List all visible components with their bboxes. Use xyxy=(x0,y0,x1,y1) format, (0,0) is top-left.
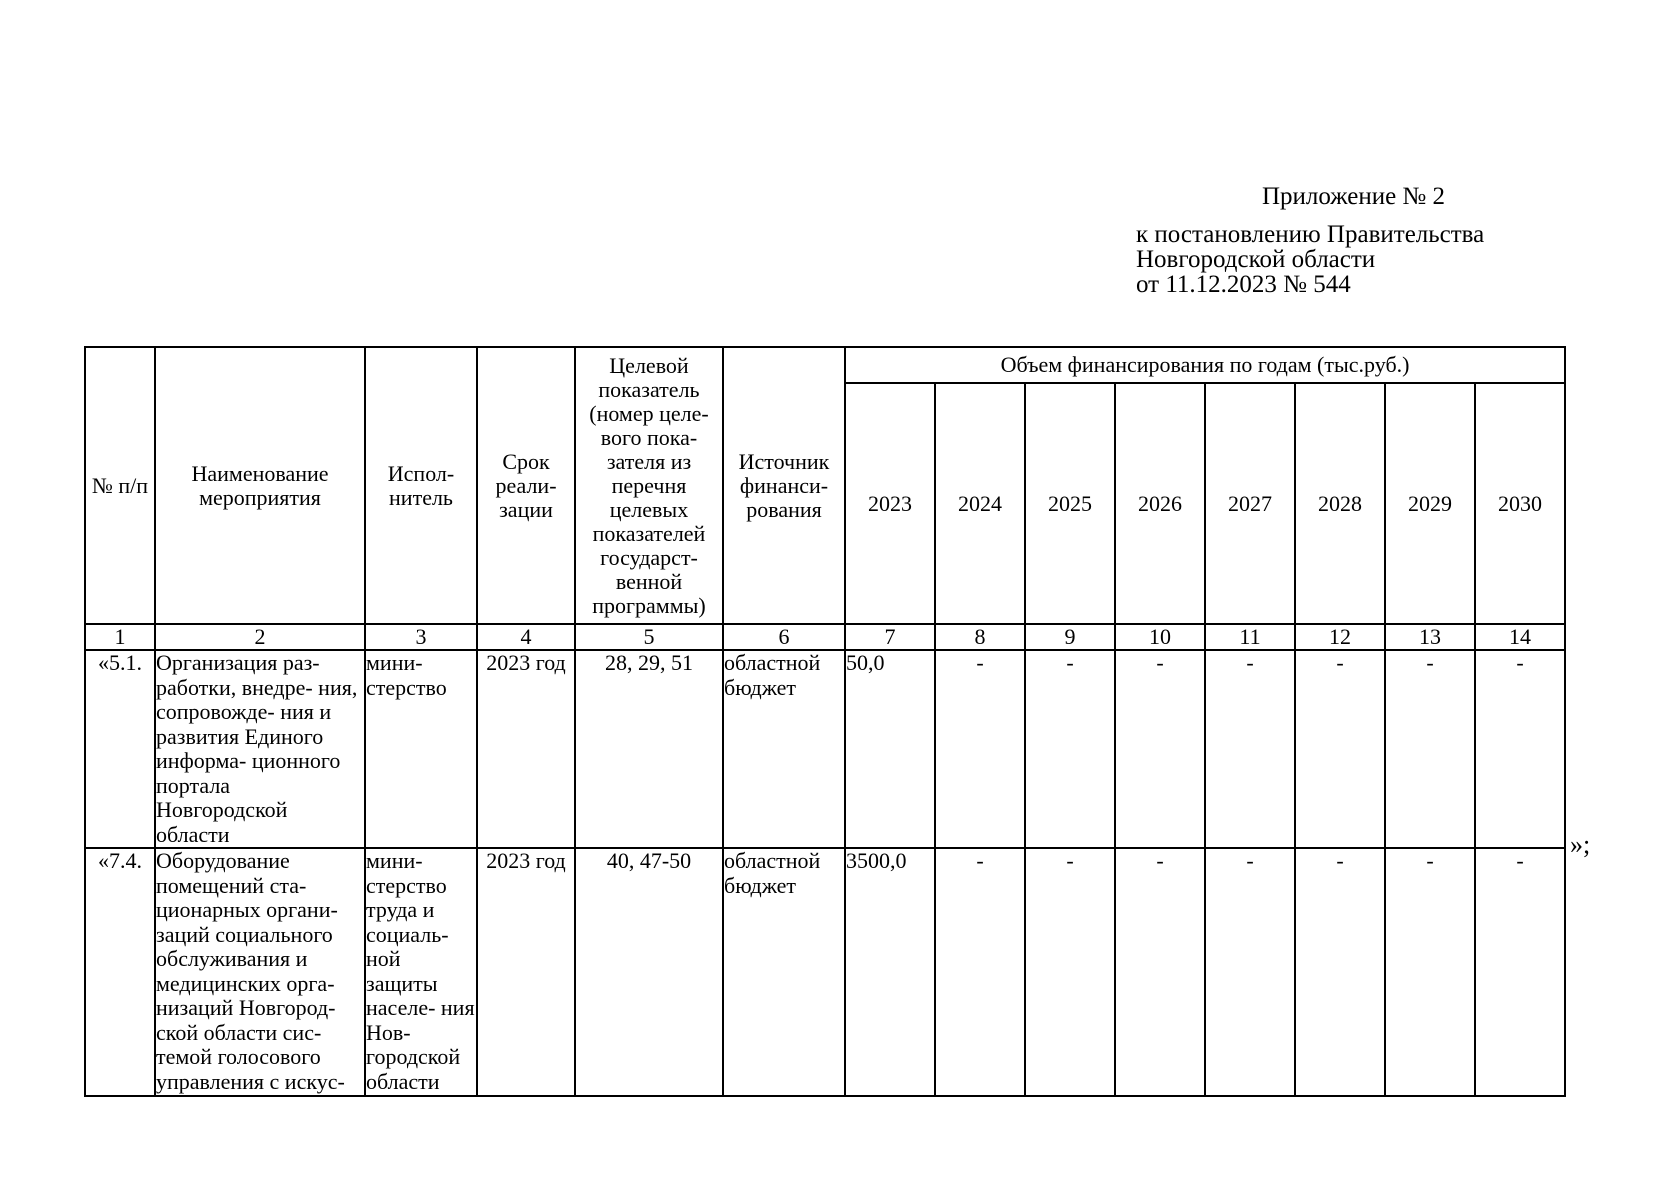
executor: мини- стерство xyxy=(365,650,477,848)
resolution-line: Новгородской области xyxy=(1136,246,1376,273)
amount-2024: - xyxy=(935,848,1025,1096)
header-term: Срок реали- зации xyxy=(477,347,575,624)
column-number: 12 xyxy=(1295,624,1385,650)
header-year: 2030 xyxy=(1475,383,1565,624)
column-number: 4 xyxy=(477,624,575,650)
column-number: 14 xyxy=(1475,624,1565,650)
amount-2028: - xyxy=(1295,848,1385,1096)
appendix-title: Приложение № 2 xyxy=(1262,183,1446,210)
amount-2026: - xyxy=(1115,848,1205,1096)
target-indicator: 28, 29, 51 xyxy=(575,650,723,848)
activities-table xyxy=(84,346,1566,1097)
header-target: Целевой показатель (номер целе- вого пока- зателя из перечня целевых показателей государст- венной программы) xyxy=(575,347,723,624)
column-number: 3 xyxy=(365,624,477,650)
amount-2030: - xyxy=(1475,650,1565,848)
amount-2023: 50,0 xyxy=(845,650,935,848)
column-number: 10 xyxy=(1115,624,1205,650)
resolution-line: от 11.12.2023 № 544 xyxy=(1136,271,1351,298)
column-number: 2 xyxy=(155,624,365,650)
column-number: 1 xyxy=(85,624,155,650)
column-number: 5 xyxy=(575,624,723,650)
column-number: 6 xyxy=(723,624,845,650)
activity-name: Организация раз- работки, внедре- ния, сопровожде- ния и развития Единого информа- ционного портала Новгородской области xyxy=(155,650,365,848)
amount-2029: - xyxy=(1385,848,1475,1096)
funding-source: областной бюджет xyxy=(723,848,845,1096)
target-indicator: 40, 47-50 xyxy=(575,848,723,1096)
amount-2027: - xyxy=(1205,650,1295,848)
column-number: 11 xyxy=(1205,624,1295,650)
activity-name: Оборудование помещений ста- ционарных органи- заций социального обслуживания и медицинских орга- низаций Новгород- ской области сис- темой голосового управления с искус- xyxy=(155,848,365,1096)
amount-2024: - xyxy=(935,650,1025,848)
amount-2027: - xyxy=(1205,848,1295,1096)
table-row xyxy=(85,650,1565,848)
row-number: «5.1. xyxy=(85,650,155,848)
column-number: 8 xyxy=(935,624,1025,650)
closing-quote-mark: »; xyxy=(1570,830,1591,859)
header-year: 2029 xyxy=(1385,383,1475,624)
amount-2026: - xyxy=(1115,650,1205,848)
funding-source: областной бюджет xyxy=(723,650,845,848)
column-number: 7 xyxy=(845,624,935,650)
header-year: 2024 xyxy=(935,383,1025,624)
header-year: 2026 xyxy=(1115,383,1205,624)
column-number: 13 xyxy=(1385,624,1475,650)
amount-2023: 3500,0 xyxy=(845,848,935,1096)
header-year: 2023 xyxy=(845,383,935,624)
header-source: Источник финанси- рования xyxy=(723,347,845,624)
term: 2023 год xyxy=(477,650,575,848)
header-year: 2025 xyxy=(1025,383,1115,624)
executor: мини- стерство труда и социаль- ной защиты населе- ния Нов- городской области xyxy=(365,848,477,1096)
term: 2023 год xyxy=(477,848,575,1096)
table-row xyxy=(85,848,1565,1096)
header-executor: Испол- нитель xyxy=(365,347,477,624)
amount-2025: - xyxy=(1025,848,1115,1096)
amount-2025: - xyxy=(1025,650,1115,848)
header-year: 2027 xyxy=(1205,383,1295,624)
column-number: 9 xyxy=(1025,624,1115,650)
header-num: № п/п xyxy=(85,347,155,624)
amount-2028: - xyxy=(1295,650,1385,848)
amount-2030: - xyxy=(1475,848,1565,1096)
header-name: Наименование мероприятия xyxy=(155,347,365,624)
column-number-row xyxy=(85,624,1565,650)
resolution-reference xyxy=(1136,222,1484,297)
amount-2029: - xyxy=(1385,650,1475,848)
header-financing-group: Объем финансирования по годам (тыс.руб.) xyxy=(845,347,1565,383)
header-year: 2028 xyxy=(1295,383,1385,624)
row-number: «7.4. xyxy=(85,848,155,1096)
resolution-line: к постановлению Правительства xyxy=(1136,221,1485,248)
